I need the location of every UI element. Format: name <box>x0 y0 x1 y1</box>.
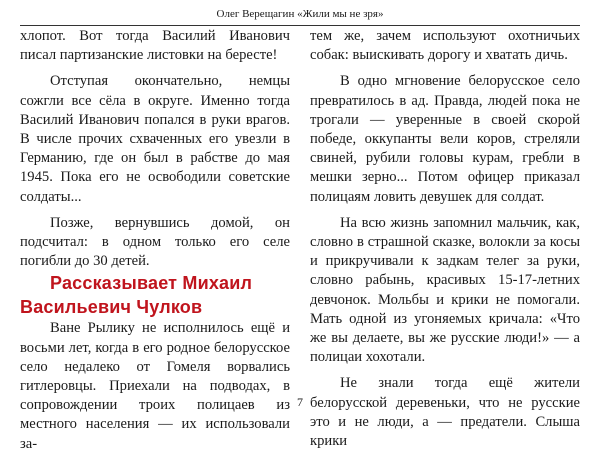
paragraph: На всю жизнь запомнил мальчик, как, словно в страшной сказке, волокли за косы и прикручивали к задкам телег за руки, словно рабынь, красивых 15-17-летних девчонок. Мольбы и крики не помогали. Мать одной из угоняемых кричала: «Что же вы делаете, вы же русские люди!» — а полицаи хохотали. <box>310 214 580 366</box>
paragraph-continuation: тем же, зачем используют охотничьих собак: выискивать дорогу и хватать дичь. <box>310 28 580 64</box>
running-header: Олег Верещагин «Жили мы не зря» <box>216 8 384 20</box>
paragraph: Отступая окончательно, немцы сожгли все сёла в округе. Именно тогда Василий Иванович попался в руки врагов. В числе прочих схваченных его увезли в Германию, где он был в рабстве до мая 1945. Пока его не освободили советские солдаты... <box>20 73 290 205</box>
paragraph: Не знали тогда ещё жители белорусской деревеньки, что не русские это и не люди, а — предатели. Слыша крики <box>310 375 580 450</box>
left-column <box>20 27 290 454</box>
paragraph: Позже, вернувшись домой, он подсчитал: в одном только его селе погибли до 30 детей. <box>20 214 290 270</box>
page-number: 7 <box>297 395 303 409</box>
header-divider <box>20 25 580 26</box>
paragraph-continuation: хлопот. Вот тогда Василий Иванович писал партизанские листовки на бересте! <box>20 28 290 64</box>
paragraph: В одно мгновение белорусское село превратилось в ад. Правда, людей пока не трогали — уверенные в своей скорой победе, оккупанты вели коров, стреляли свиней, рубили головы курам, гребли в мешки зерно... Потом офицер приказал полицаям ловить девушек для солдат. <box>310 73 580 205</box>
right-column <box>310 27 580 451</box>
paragraph: Ване Рылику не исполнилось ещё и восьми лет, когда в его родное белорусское село недалеко от Гомеля ворвались гитлеровцы. Приехали на подводах, в сопровождении троих полицаев из местного населения — их использовали за- <box>20 320 290 452</box>
section-heading: Рассказывает Михаил Васильевич Чулков <box>20 273 253 318</box>
